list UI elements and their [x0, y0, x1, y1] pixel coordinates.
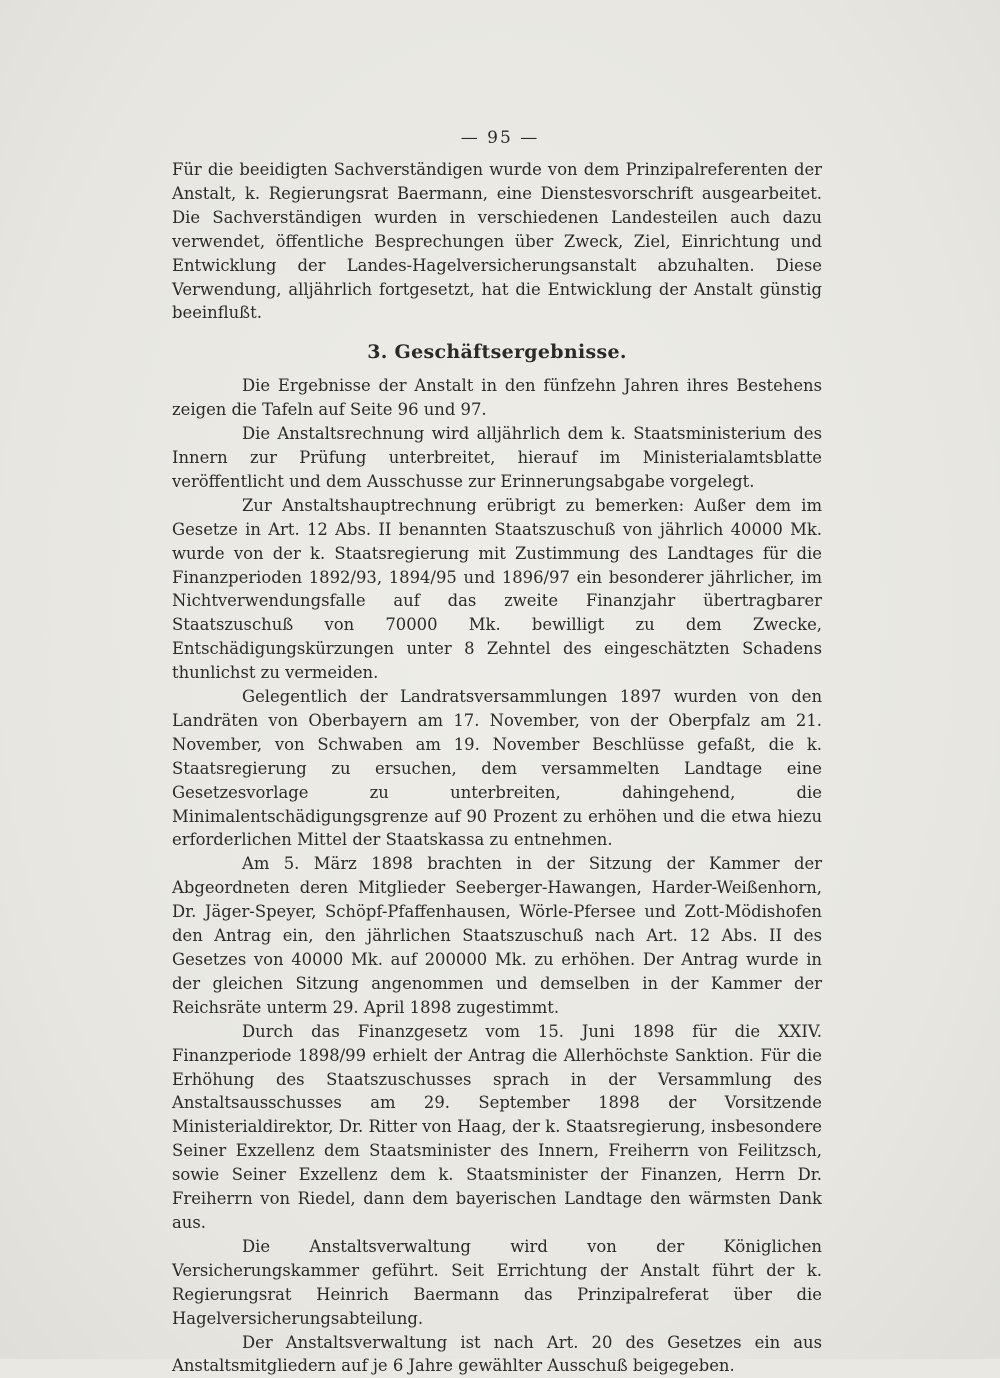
paragraph-landratsversammlungen: Gelegentlich der Landratsversammlungen 1897 wurden von den Landräten von Oberbayern am 17. November, von der Oberpfalz am 21. November, von Schwaben am 19. November Beschlüsse gefaßt, die k. Staatsregierung zu ersuchen, dem versammelten Landtage eine Gesetzesvorlage zu unterbreiten, dahingehend, die Minimalentschädigungsgrenze auf 90 Prozent zu erhöhen und die etwa hiezu erforderlichen Mittel der Staatskassa zu entnehmen. — [172, 685, 822, 852]
paragraph-sachverstaendige: Für die beeidigten Sachverständigen wurde von dem Prinzipalreferenten der Anstalt, k. Regierungsrat Baermann, eine Dienstesvorschrift ausgearbeitet. Die Sachverständigen wurden in verschiedenen Landesteilen auch dazu verwendet, öffentliche Besprechungen über Zweck, Ziel, Einrichtung und Entwicklung der Landes-Hagelversicherungsanstalt abzuhalten. Diese Verwendung, alljährlich fortgesetzt, hat die Entwicklung der Anstalt günstig beeinflußt. — [172, 158, 822, 325]
paragraph-anstaltsrechnung: Die Anstaltsrechnung wird alljährlich dem k. Staatsministerium des Innern zur Prüfung unterbreitet, hierauf im Ministerialamtsblatte veröffentlicht und dem Ausschusse zur Erinnerungsabgabe vorgelegt. — [172, 422, 822, 494]
paragraph-antrag-1898: Am 5. März 1898 brachten in der Sitzung der Kammer der Abgeordneten deren Mitglieder Seeberger-Hawangen, Harder-Weißenhorn, Dr. Jäger-Speyer, Schöpf-Pfaffenhausen, Wörle-Pfersee und Zott-Mödishofen den Antrag ein, den jährlichen Staatszuschuß nach Art. 12 Abs. II des Gesetzes von 40000 Mk. auf 200000 Mk. zu erhöhen. Der Antrag wurde in der gleichen Sitzung angenommen und demselben in der Kammer der Reichsräte unterm 29. April 1898 zugestimmt. — [172, 852, 822, 1019]
section-heading: 3. Geschäftsergebnisse. — [172, 341, 822, 365]
paragraph-ergebnisse: Die Ergebnisse der Anstalt in den fünfzehn Jahren ihres Bestehens zeigen die Tafeln auf Seite 96 und 97. — [172, 374, 822, 422]
page-number: — 95 — — [0, 128, 1000, 148]
paragraph-ausschuss: Der Anstaltsverwaltung ist nach Art. 20 des Gesetzes ein aus Anstaltsmitgliedern auf je 6 Jahre gewählter Ausschuß beigegeben. — [172, 1331, 822, 1378]
paragraph-anstaltsverwaltung: Die Anstaltsverwaltung wird von der Königlichen Versicherungskammer geführt. Seit Errichtung der Anstalt führt der k. Regierungsrat Heinrich Baermann das Prinzipalreferat über die Hagelversicherungsabteilung. — [172, 1235, 822, 1331]
paragraph-finanzgesetz: Durch das Finanzgesetz vom 15. Juni 1898 für die XXIV. Finanzperiode 1898/99 erhielt der Antrag die Allerhöchste Sanktion. Für die Erhöhung des Staatszuschusses sprach in der Versammlung des Anstaltsausschusses am 29. September 1898 der Vorsitzende Ministerialdirektor, Dr. Ritter von Haag, der k. Staatsregierung, insbesondere Seiner Exzellenz dem Staatsminister des Innern, Freiherrn von Feilitzsch, sowie Seiner Exzellenz dem k. Staatsminister der Finanzen, Herrn Dr. Freiherrn von Riedel, dann dem bayerischen Landtage den wärmsten Dank aus. — [172, 1020, 822, 1235]
body-text — [172, 158, 822, 1378]
paragraph-hauptrechnung: Zur Anstaltshauptrechnung erübrigt zu bemerken: Außer dem im Gesetze in Art. 12 Abs. II benannten Staatszuschuß von jährlich 40000 Mk. wurde von der k. Staatsregierung mit Zustimmung des Landtages für die Finanzperioden 1892/93, 1894/95 und 1896/97 ein besonderer jährlicher, im Nichtverwendungsfalle auf das zweite Finanzjahr übertragbarer Staatszuschuß von 70000 Mk. bewilligt zu dem Zwecke, Entschädigungskürzungen unter 8 Zehntel des eingeschätzten Schadens thunlichst zu vermeiden. — [172, 494, 822, 685]
